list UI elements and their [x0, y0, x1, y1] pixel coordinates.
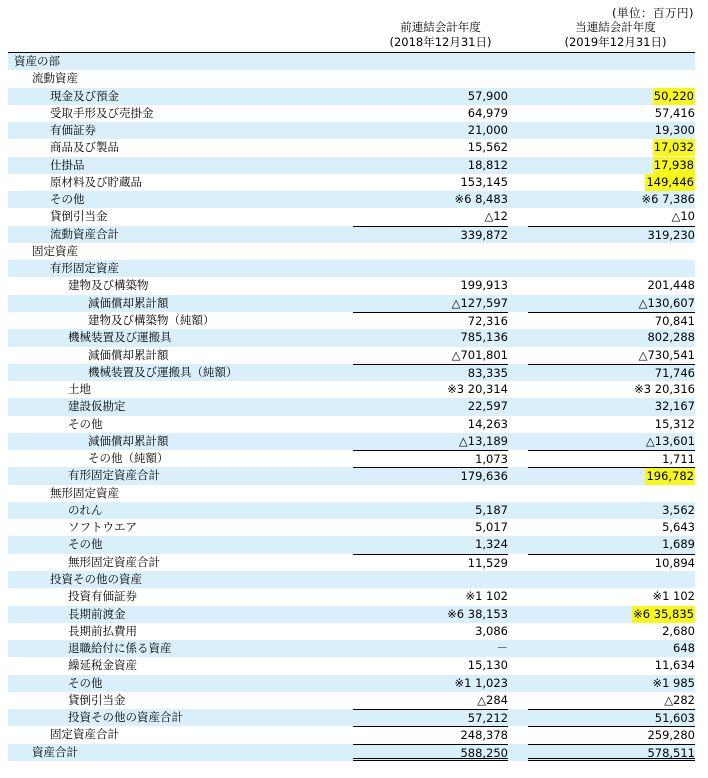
- row-label: その他（純額）: [88, 451, 169, 466]
- prev-year-cell: [353, 467, 508, 484]
- prev-year-cell: [353, 88, 508, 105]
- row-label: 有形固定資産合計: [68, 468, 160, 483]
- curr-year-cell: [528, 709, 695, 726]
- prev-year-value: 785,136: [460, 330, 508, 345]
- prev-year-value: △12: [484, 209, 508, 224]
- row-label: 投資その他の資産合計: [68, 710, 183, 725]
- table-row: [8, 726, 695, 743]
- row-label: 貸倒引当金: [50, 209, 108, 224]
- curr-year-cell: [528, 519, 695, 536]
- prev-year-cell: [353, 105, 508, 122]
- prev-year-cell: [353, 536, 508, 553]
- row-label: 長期前渡金: [68, 606, 126, 621]
- curr-year-value: 50,220: [653, 88, 694, 103]
- curr-year-cell: [528, 53, 695, 70]
- curr-year-value: 71,746: [654, 365, 695, 380]
- curr-year-cell: [528, 88, 695, 105]
- row-label: 機械装置及び運搬具: [68, 330, 172, 345]
- prev-year-value: 15,562: [467, 140, 508, 155]
- curr-year-cell: [528, 329, 695, 346]
- prev-year-value: 199,913: [460, 278, 508, 293]
- prev-year-value: ※1 1,023: [454, 675, 508, 690]
- prev-year-value: 588,250: [460, 745, 508, 760]
- curr-year-cell: [528, 588, 695, 605]
- prev-year-value: 11,529: [467, 555, 508, 570]
- row-label: 資産の部: [14, 54, 60, 68]
- prev-year-cell: [353, 433, 508, 450]
- table-row: [8, 347, 695, 364]
- prev-year-cell: [353, 208, 508, 225]
- curr-year-cell: [528, 502, 695, 519]
- curr-year-value: 319,230: [647, 227, 695, 242]
- curr-year-cell: [528, 433, 695, 450]
- prev-year-date: (2018年12月31日): [389, 35, 492, 49]
- prev-year-cell: [353, 744, 508, 761]
- prev-year-value: －: [496, 641, 508, 656]
- row-label: その他: [50, 192, 85, 207]
- column-header: [8, 20, 695, 52]
- unit-label: (単位：百万円): [612, 6, 694, 20]
- prev-year-cell: [353, 640, 508, 657]
- prev-year-value: △284: [477, 692, 508, 707]
- prev-year-value: 248,378: [460, 728, 508, 743]
- prev-year-value: ※6 8,483: [454, 192, 508, 207]
- prev-year-cell: [353, 364, 508, 381]
- prev-year-cell: [353, 726, 508, 743]
- table-row: [8, 606, 695, 623]
- prev-year-value: 64,979: [467, 105, 508, 120]
- row-label: 繰延税金資産: [68, 658, 137, 673]
- prev-year-cell: [353, 226, 508, 243]
- table-row: [8, 588, 695, 605]
- table-row: [8, 243, 695, 260]
- curr-year-cell: [528, 485, 695, 502]
- curr-year-cell: [528, 416, 695, 433]
- prev-year-cell: [353, 347, 508, 364]
- prev-year-cell: [353, 157, 508, 174]
- curr-year-value: △730,541: [638, 347, 695, 362]
- prev-year-title: 前連結会計年度: [400, 20, 481, 34]
- curr-year-value: 19,300: [654, 123, 695, 138]
- row-label: その他: [68, 537, 103, 552]
- row-label: 建物及び構築物: [68, 278, 149, 293]
- prev-year-value: 1,324: [475, 537, 508, 552]
- curr-year-value: 2,680: [662, 623, 695, 638]
- prev-year-value: △13,189: [458, 433, 508, 448]
- row-label: ソフトウエア: [68, 520, 137, 535]
- prev-year-value: 179,636: [460, 469, 508, 484]
- row-label: 無形固定資産合計: [68, 554, 160, 569]
- prev-year-cell: [353, 53, 508, 70]
- curr-year-value: 578,511: [647, 745, 695, 760]
- row-label: 建物及び構築物（純額）: [88, 312, 215, 327]
- row-label: 機械装置及び運搬具（純額）: [88, 364, 238, 379]
- curr-year-cell: [528, 692, 695, 709]
- table-row: [8, 450, 695, 467]
- prev-year-value: 18,812: [467, 157, 508, 172]
- table-row: [8, 53, 695, 70]
- prev-year-cell: [353, 139, 508, 156]
- prev-year-cell: [353, 329, 508, 346]
- curr-year-value: △10: [671, 209, 695, 224]
- prev-year-cell: [353, 519, 508, 536]
- row-label: 現金及び預金: [50, 88, 119, 103]
- curr-year-title: 当連結会計年度: [575, 20, 656, 34]
- curr-year-value: 259,280: [647, 728, 695, 743]
- table-row: [8, 571, 695, 588]
- prev-year-value: 15,130: [467, 658, 508, 673]
- curr-year-value: 17,938: [653, 157, 694, 172]
- prev-year-value: 3,086: [475, 623, 508, 638]
- prev-year-value: ※3 20,314: [447, 382, 508, 397]
- curr-year-cell: [528, 450, 695, 467]
- prev-year-cell: [353, 381, 508, 398]
- curr-year-cell: [528, 208, 695, 225]
- table-row: [8, 433, 695, 450]
- table-row: [8, 519, 695, 536]
- prev-year-value: 21,000: [467, 123, 508, 138]
- row-label: 固定資産: [32, 243, 78, 258]
- curr-year-value: △282: [664, 692, 695, 707]
- row-label: 流動資産合計: [50, 226, 119, 241]
- table-row: [8, 157, 695, 174]
- table-row: [8, 260, 695, 277]
- prev-year-cell: [353, 657, 508, 674]
- curr-year-cell: [528, 226, 695, 243]
- curr-year-value: ※1 102: [652, 589, 695, 604]
- table-row: [8, 312, 695, 329]
- prev-year-value: 57,212: [467, 711, 508, 726]
- row-label: 貸倒引当金: [68, 692, 126, 707]
- row-label: 原材料及び貯蔵品: [50, 174, 142, 189]
- table-row: [8, 70, 695, 87]
- row-label: 減価償却累計額: [88, 347, 169, 362]
- table-row: [8, 554, 695, 571]
- prev-year-value: △127,597: [451, 295, 508, 310]
- curr-year-value: 57,416: [654, 105, 695, 120]
- curr-year-value: ※3 20,316: [634, 382, 695, 397]
- curr-year-cell: [528, 675, 695, 692]
- curr-year-cell: [528, 364, 695, 381]
- curr-year-value: 648: [673, 641, 695, 656]
- table-row: [8, 381, 695, 398]
- row-label: 有価証券: [50, 123, 96, 138]
- prev-year-cell: [353, 588, 508, 605]
- prev-year-value: 5,017: [475, 520, 508, 535]
- curr-year-cell: [528, 312, 695, 329]
- curr-year-cell: [528, 398, 695, 415]
- curr-year-value: △130,607: [638, 295, 695, 310]
- curr-year-value: 3,562: [662, 502, 695, 517]
- curr-year-value: 196,782: [646, 469, 694, 484]
- curr-year-value: 1,689: [662, 537, 695, 552]
- table-row: [8, 485, 695, 502]
- prev-year-cell: [353, 571, 508, 588]
- row-label: 減価償却累計額: [88, 433, 169, 448]
- row-label: 退職給付に係る資産: [68, 641, 172, 656]
- prev-year-cell: [353, 675, 508, 692]
- curr-year-cell: [528, 657, 695, 674]
- curr-year-value: 1,711: [662, 452, 695, 467]
- prev-year-value: 22,597: [467, 399, 508, 414]
- prev-year-cell: [353, 122, 508, 139]
- table-row: [8, 502, 695, 519]
- prev-year-cell: [353, 485, 508, 502]
- curr-year-cell: [528, 277, 695, 294]
- curr-year-value: 15,312: [654, 416, 695, 431]
- curr-year-value: ※6 7,386: [641, 192, 695, 207]
- prev-year-value: 339,872: [460, 227, 508, 242]
- curr-year-cell: [528, 295, 695, 312]
- table-row: [8, 174, 695, 191]
- curr-year-cell: [528, 726, 695, 743]
- row-label: 長期前払費用: [68, 623, 137, 638]
- curr-year-value: 149,446: [646, 174, 694, 189]
- curr-year-value: 201,448: [647, 278, 695, 293]
- curr-year-value: 5,643: [662, 520, 695, 535]
- prev-year-cell: [353, 277, 508, 294]
- balance-sheet-table: [8, 52, 695, 761]
- prev-year-header: [353, 20, 528, 50]
- curr-year-value: ※1 985: [652, 675, 695, 690]
- row-label: 流動資産: [32, 71, 78, 86]
- curr-year-cell: [528, 744, 695, 761]
- curr-year-cell: [528, 243, 695, 260]
- prev-year-cell: [353, 260, 508, 277]
- curr-year-cell: [528, 70, 695, 87]
- table-row: [8, 329, 695, 346]
- curr-year-value: 51,603: [654, 711, 695, 726]
- curr-year-value: 11,634: [654, 658, 695, 673]
- curr-year-cell: [528, 640, 695, 657]
- table-row: [8, 536, 695, 553]
- prev-year-value: 5,187: [475, 502, 508, 517]
- row-label: 有形固定資産: [50, 261, 119, 276]
- prev-year-cell: [353, 191, 508, 208]
- prev-year-cell: [353, 70, 508, 87]
- row-label: 受取手形及び売掛金: [50, 105, 154, 120]
- curr-year-cell: [528, 554, 695, 571]
- curr-year-cell: [528, 139, 695, 156]
- row-label: 土地: [68, 382, 91, 397]
- prev-year-value: 57,900: [467, 88, 508, 103]
- curr-year-cell: [528, 174, 695, 191]
- table-row: [8, 88, 695, 105]
- row-label: 仕掛品: [50, 157, 85, 172]
- curr-year-cell: [528, 381, 695, 398]
- prev-year-cell: [353, 416, 508, 433]
- row-label: 建設仮勘定: [68, 399, 126, 414]
- curr-year-cell: [528, 623, 695, 640]
- prev-year-cell: [353, 174, 508, 191]
- curr-year-value: △13,601: [645, 433, 695, 448]
- table-row: [8, 675, 695, 692]
- curr-year-cell: [528, 467, 695, 484]
- curr-year-cell: [528, 571, 695, 588]
- prev-year-value: ※1 102: [465, 589, 508, 604]
- curr-year-value: 32,167: [654, 399, 695, 414]
- table-row: [8, 208, 695, 225]
- prev-year-cell: [353, 312, 508, 329]
- curr-year-cell: [528, 105, 695, 122]
- table-row: [8, 416, 695, 433]
- prev-year-value: 72,316: [467, 313, 508, 328]
- table-row: [8, 640, 695, 657]
- table-row: [8, 623, 695, 640]
- prev-year-value: ※6 38,153: [447, 606, 508, 621]
- prev-year-cell: [353, 243, 508, 260]
- table-row: [8, 657, 695, 674]
- prev-year-cell: [353, 502, 508, 519]
- row-label: 投資有価証券: [68, 589, 137, 604]
- prev-year-cell: [353, 623, 508, 640]
- row-label: 資産合計: [32, 744, 78, 759]
- row-label: のれん: [68, 502, 103, 517]
- table-row: [8, 709, 695, 726]
- table-row: [8, 467, 695, 484]
- curr-year-value: 10,894: [654, 555, 695, 570]
- row-label: 固定資産合計: [50, 727, 119, 742]
- table-row: [8, 398, 695, 415]
- table-row: [8, 139, 695, 156]
- row-label: 商品及び製品: [50, 140, 119, 155]
- curr-year-cell: [528, 122, 695, 139]
- curr-year-cell: [528, 260, 695, 277]
- curr-year-cell: [528, 157, 695, 174]
- curr-year-date: (2019年12月31日): [564, 35, 667, 49]
- prev-year-cell: [353, 295, 508, 312]
- prev-year-cell: [353, 554, 508, 571]
- prev-year-value: △701,801: [451, 347, 508, 362]
- row-label: 無形固定資産: [50, 485, 119, 500]
- prev-year-cell: [353, 450, 508, 467]
- curr-year-cell: [528, 536, 695, 553]
- row-label: その他: [68, 675, 103, 690]
- curr-year-cell: [528, 347, 695, 364]
- table-row: [8, 226, 695, 243]
- curr-year-value: 17,032: [653, 140, 694, 155]
- row-label: 投資その他の資産: [50, 571, 142, 586]
- prev-year-cell: [353, 606, 508, 623]
- prev-year-value: 14,263: [467, 416, 508, 431]
- curr-year-header: [528, 20, 703, 50]
- prev-year-value: 1,073: [475, 452, 508, 467]
- row-label: その他: [68, 416, 103, 431]
- prev-year-cell: [353, 709, 508, 726]
- curr-year-cell: [528, 191, 695, 208]
- prev-year-cell: [353, 692, 508, 709]
- table-row: [8, 364, 695, 381]
- row-label: 減価償却累計額: [88, 295, 169, 310]
- table-row: [8, 692, 695, 709]
- table-row: [8, 277, 695, 294]
- table-row: [8, 105, 695, 122]
- curr-year-value: 802,288: [647, 330, 695, 345]
- curr-year-cell: [528, 606, 695, 623]
- table-row: [8, 191, 695, 208]
- table-row: [8, 122, 695, 139]
- table-row: [8, 744, 695, 761]
- prev-year-cell: [353, 398, 508, 415]
- curr-year-value: 70,841: [654, 313, 695, 328]
- prev-year-value: 83,335: [467, 365, 508, 380]
- table-row: [8, 295, 695, 312]
- curr-year-value: ※6 35,835: [633, 606, 694, 621]
- prev-year-value: 153,145: [460, 174, 508, 189]
